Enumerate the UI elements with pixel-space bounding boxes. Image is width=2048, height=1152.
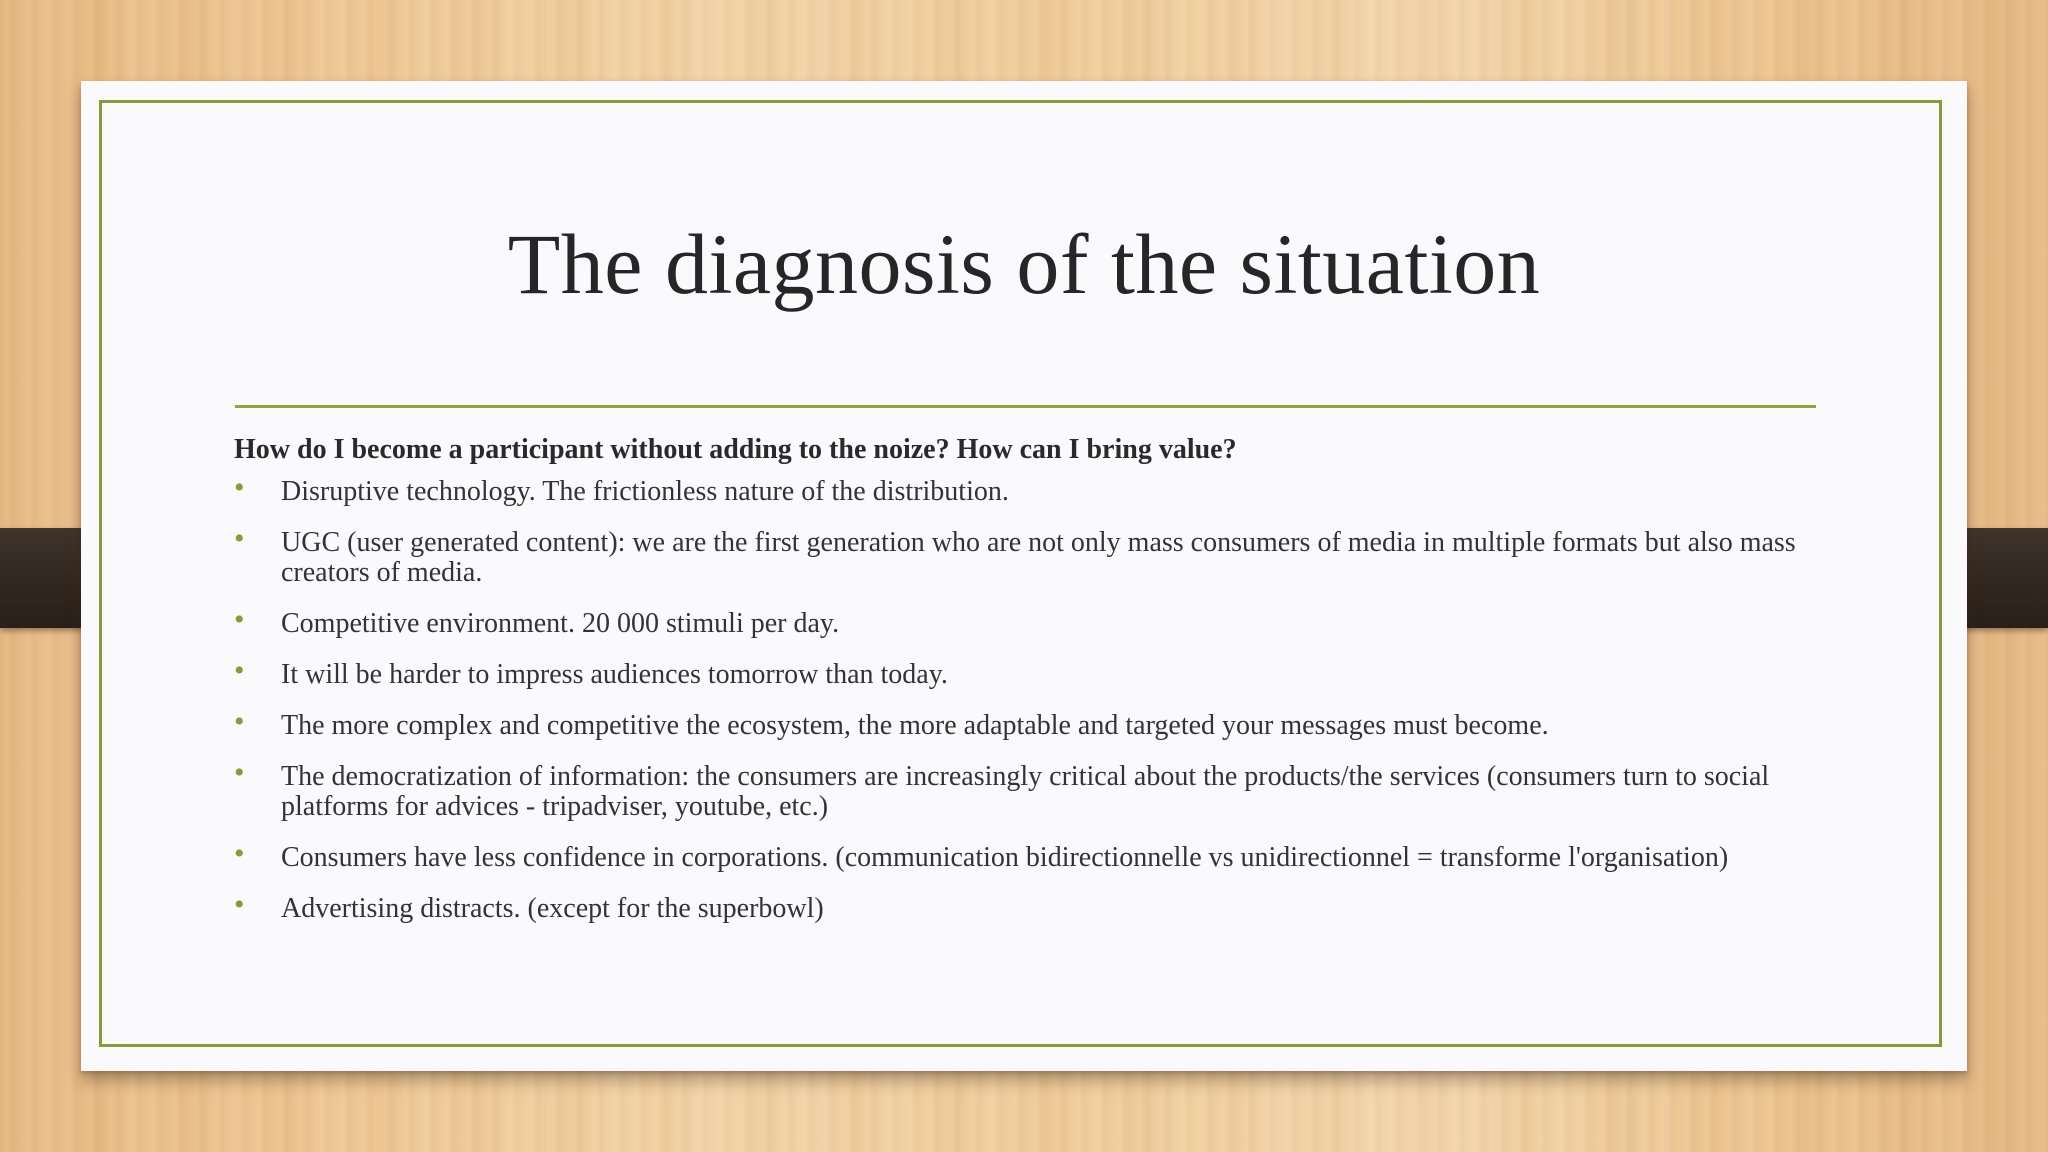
bullet-list — [234, 470, 1854, 924]
bullet-icon: • — [234, 653, 245, 687]
bullet-icon: • — [234, 470, 245, 504]
bullet-item — [234, 836, 1854, 873]
bullet-icon: • — [234, 836, 245, 870]
bullet-item — [234, 887, 1854, 924]
bullet-item — [234, 521, 1854, 588]
bullet-item — [234, 704, 1854, 741]
bullet-text: Consumers have less confidence in corporations. (communication bidirectionnelle vs unidirectionnel = transforme l'organisation) — [281, 841, 1729, 873]
bullet-icon: • — [234, 887, 245, 921]
bullet-item — [234, 755, 1854, 822]
slide-card — [81, 81, 1967, 1071]
bullet-item — [234, 602, 1854, 639]
bullet-text: It will be harder to impress audiences tomorrow than today. — [281, 658, 948, 690]
bullet-text: The democratization of information: the consumers are increasingly critical about the products/the services (consumers turn to social platforms for advices - tripadviser, youtube, etc.) — [281, 760, 1770, 822]
slide-title: The diagnosis of the situation — [507, 216, 1541, 312]
bullet-icon: • — [234, 602, 245, 636]
slide-content — [234, 433, 1854, 945]
bullet-text: Advertising distracts. (except for the superbowl) — [281, 892, 824, 924]
title-divider — [235, 405, 1816, 408]
bullet-item — [234, 470, 1854, 507]
bullet-text: Disruptive technology. The frictionless nature of the distribution. — [281, 475, 1009, 507]
bullet-text: Competitive environment. 20 000 stimuli per day. — [281, 607, 840, 639]
bullet-text: The more complex and competitive the ecosystem, the more adaptable and targeted your messages must become. — [281, 709, 1549, 741]
bullet-text: UGC (user generated content): we are the first generation who are not only mass consumers of media in multiple formats but also mass creators of media. — [281, 526, 1796, 588]
bullet-icon: • — [234, 704, 245, 738]
bullet-icon: • — [234, 521, 245, 555]
bullet-icon: • — [234, 755, 245, 789]
lead-question: How do I become a participant without adding to the noize? How can I bring value? — [234, 434, 1237, 465]
bullet-item — [234, 653, 1854, 690]
